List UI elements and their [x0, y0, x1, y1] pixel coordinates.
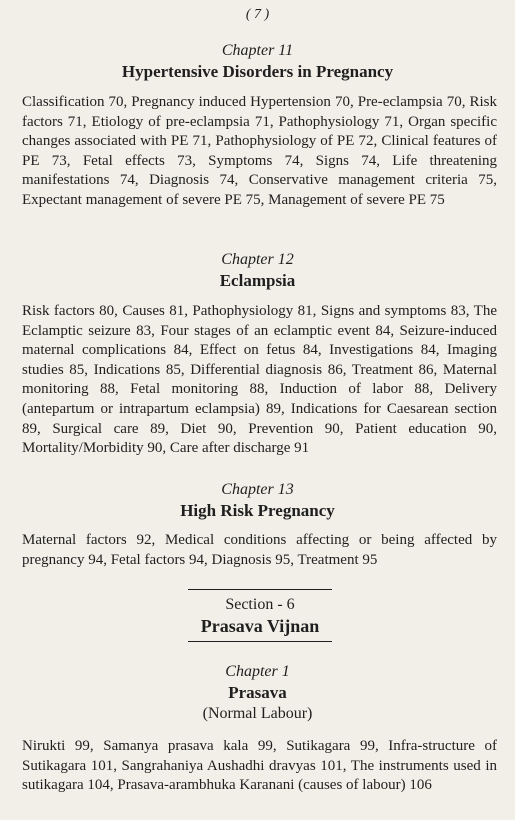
chapter-12-heading: [0, 250, 515, 292]
chapter-title: Hypertensive Disorders in Pregnancy: [121, 62, 394, 81]
chapter-11-contents: Classification 70, Pregnancy induced Hypertension 70, Pre-eclampsia 70, Risk factors 71, Etiology of pre-eclampsia 71, Pathophysiology 71, Organ specific changes associated with PE 71, Pathophysiology of PE 72, Clinical features of PE 73, Fetal effects 73, Symptoms 74, Signs 74, Life threatening manifestations 74, Diagnosis 74, Conservative management criteria 75, Expectant management of severe PE 75, Management of severe PE 75: [22, 94, 497, 208]
section-rule-bottom: [188, 641, 332, 642]
section-label: Section - 6: [225, 596, 295, 613]
chapter-label: Chapter 13: [221, 481, 294, 498]
section-chapter-1-contents: Nirukti 99, Samanya prasava kala 99, Sutikagara 99, Infra-structure of Sutikagara 101, Sangrahaniya Aushadhi dravyas 101, The instruments used in sutikagara 104, Prasava-arambhuka Karanani (causes of labour) 106: [22, 738, 497, 794]
chapter-label: Chapter 11: [221, 42, 294, 59]
chapter-title: Prasava: [228, 683, 287, 702]
section-heading: [188, 589, 332, 642]
chapter-12-contents: Risk factors 80, Causes 81, Pathophysiology 81, Signs and symptoms 83, The Eclamptic seizure 83, Four stages of an eclamptic event 84, Seizure-induced maternal complications 84, Effect on fetus 84, Investigations 84, Imaging studies 85, Indications 85, Differential diagnosis 86, Treatment 86, Maternal monitoring 88, Fetal monitoring 88, Induction of labor 88, Delivery (antepartum or intrapartum eclampsia) 89, Indications for Caesarean section 89, Surgical care 89, Diet 90, Prevention 90, Patient education 90, Mortality/Morbidity 90, Care after discharge 91: [22, 303, 497, 457]
chapter-label: Chapter 1: [225, 663, 290, 680]
chapter-title: High Risk Pregnancy: [180, 501, 335, 520]
chapter-title: Eclampsia: [219, 271, 296, 290]
chapter-subtitle: (Normal Labour): [202, 705, 313, 722]
page-number: ( 7 ): [245, 7, 270, 22]
section-rule-top: [188, 589, 332, 590]
chapter-13-contents: Maternal factors 92, Medical conditions affecting or being affected by pregnancy 94, Fetal factors 94, Diagnosis 95, Treatment 95: [22, 532, 497, 568]
chapter-label: Chapter 12: [221, 251, 294, 268]
chapter-13-heading: [0, 480, 515, 522]
section-chapter-1-heading: [0, 662, 515, 724]
chapter-11-heading: [0, 41, 515, 83]
section-title: Prasava Vijnan: [200, 616, 320, 636]
